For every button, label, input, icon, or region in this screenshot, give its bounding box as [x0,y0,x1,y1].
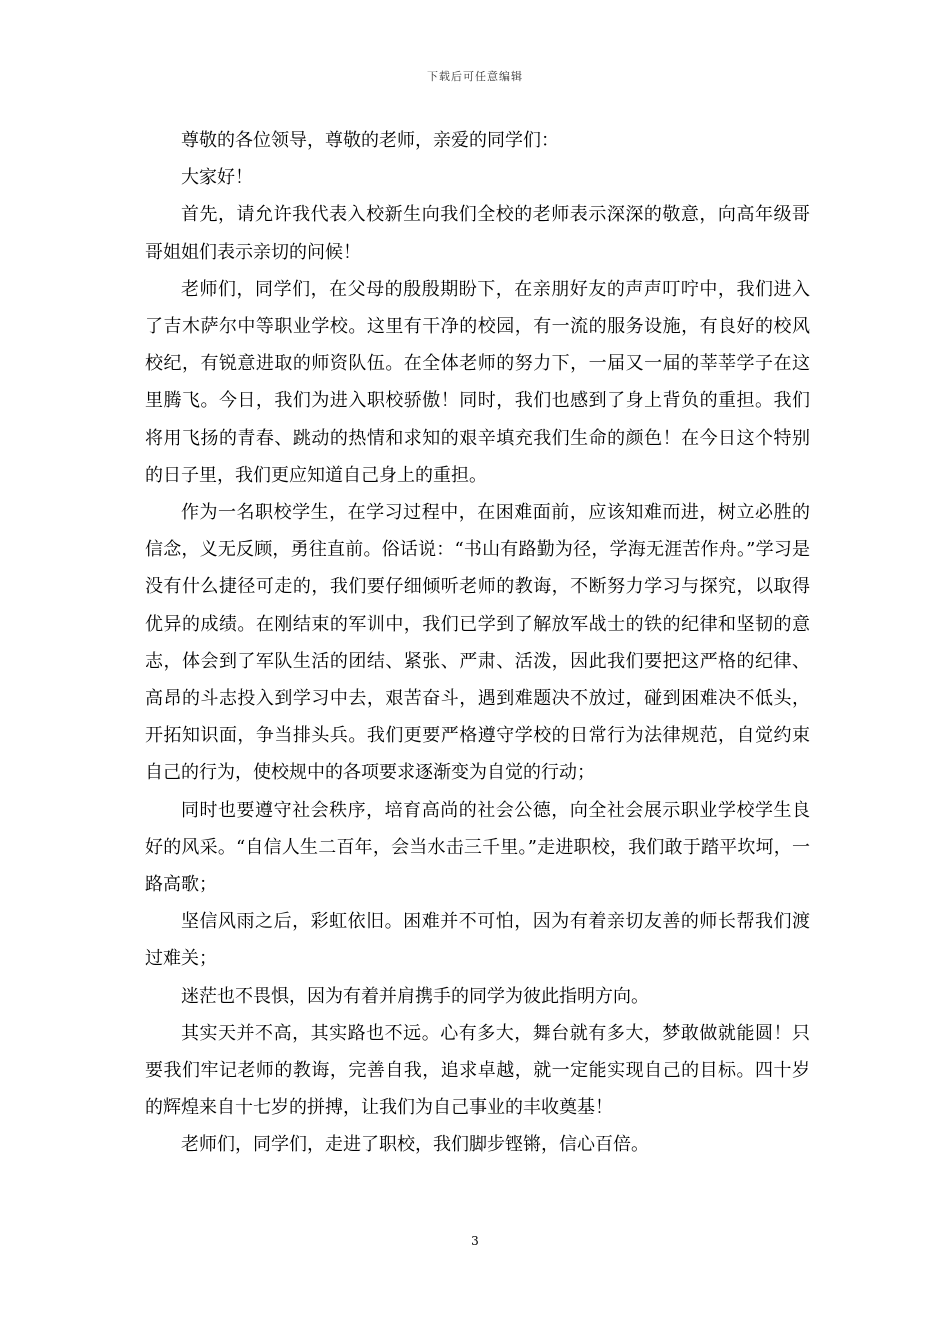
header-note: 下载后可任意编辑 [427,70,523,83]
body-paragraph: 迷茫也不畏惧，因为有着并肩携手的同学为彼此指明方向。 [181,985,649,1007]
greeting-paragraph: 大家好！ [181,167,253,189]
body-paragraph: 同时也要遵守社会秩序，培育高尚的社会公德，向全社会展示职业学校学生良好的风采。“自信人生二百年，会当水击三千里。”走进职校，我们敢于踏平坎坷，一路高歌； [145,799,810,896]
body-paragraph: 首先，请允许我代表入校新生向我们全校的老师表示深深的敬意，向高年级哥哥姐姐们表示亲切的问候！ [145,204,810,263]
page-number: 3 [471,1234,479,1248]
body-paragraph: 老师们，同学们，在父母的殷殷期盼下，在亲朋好友的声声叮咛中，我们进入了吉木萨尔中等职业学校。这里有干净的校园，有一流的服务设施，有良好的校风校纪，有锐意进取的师资队伍。在全体老师的努力下，一届又一届的莘莘学子在这里腾飞。今日，我们为进入职校骄傲！同时，我们也感到了身上背负的重担。我们将用飞扬的青春、跳动的热情和求知的艰辛填充我们生命的颜色！在今日这个特别的日子里，我们更应知道自己身上的重担。 [145,278,810,486]
body-paragraph: 作为一名职校学生，在学习过程中，在困难面前，应该知难而进，树立必胜的信念，义无反顾，勇往直前。俗话说：“书山有路勤为径，学海无涯苦作舟。”学习是没有什么捷径可走的，我们要仔细倾听老师的教诲，不断努力学习与探究，以取得优异的成绩。在刚结束的军训中，我们已学到了解放军战士的铁的纪律和坚韧的意志，体会到了军队生活的团结、紧张、严肃、活泼，因此我们要把这严格的纪律、高昂的斗志投入到学习中去，艰苦奋斗，遇到难题决不放过，碰到困难决不低头，开拓知识面，争当排头兵。我们更要严格遵守学校的日常行为法律规范，自觉约束自己的行为，使校规中的各项要求逐渐变为自觉的行动； [145,502,810,784]
body-paragraph: 其实天并不高，其实路也不远。心有多大，舞台就有多大，梦敢做就能圆！只要我们牢记老师的教诲，完善自我，追求卓越，就一定能实现自己的目标。四十岁的辉煌来自十七岁的拼搏，让我们为自己事业的丰收奠基！ [145,1022,810,1119]
closing-paragraph: 老师们，同学们，走进了职校，我们脚步铿锵，信心百倍。 [181,1134,649,1156]
speech-body [145,122,810,1164]
body-paragraph: 坚信风雨之后，彩虹依旧。困难并不可怕，因为有着亲切友善的师长帮我们渡过难关； [145,911,810,970]
salutation-paragraph: 尊敬的各位领导，尊敬的老师，亲爱的同学们： [181,130,559,151]
